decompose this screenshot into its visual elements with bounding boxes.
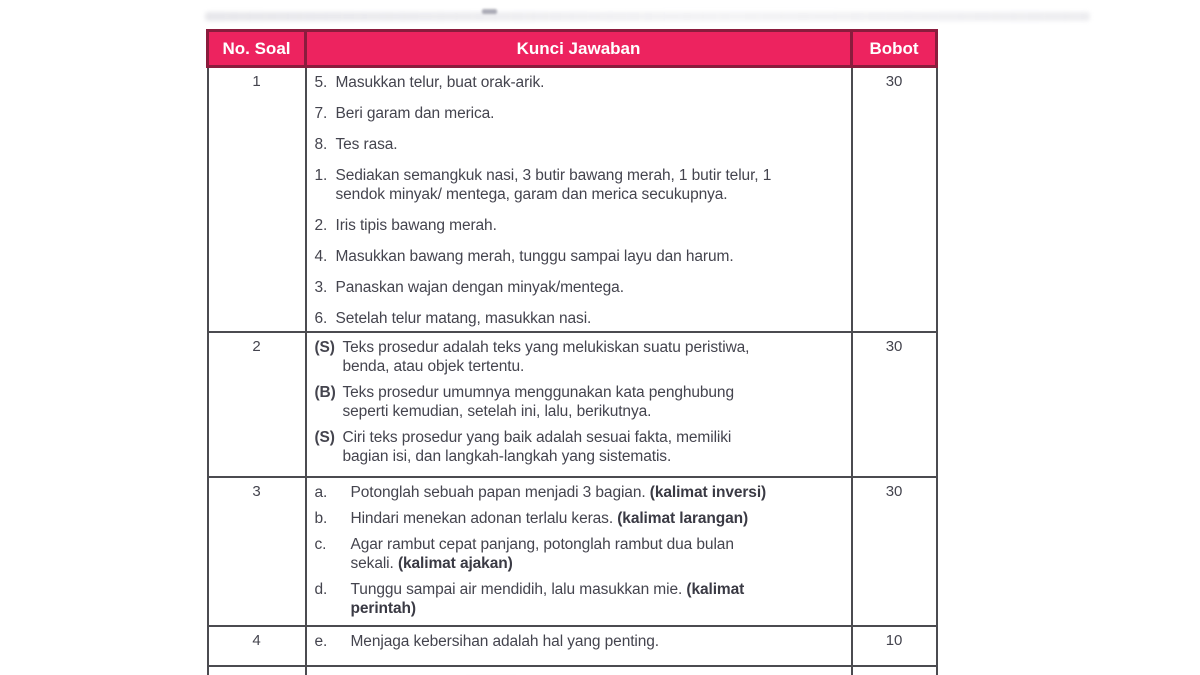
item-letter: b. [314,510,328,527]
item-marker: (B) [314,384,336,401]
question-number: 3 [208,477,306,626]
table-row-question-4 [208,626,937,666]
item-marker: (S) [314,339,335,356]
cropped-text-artifact-top [205,12,1090,21]
weight-value: 10 [852,626,937,666]
item-number: 6. [314,310,328,327]
table-row-question-3 [208,477,937,626]
item-letter: a. [314,484,328,501]
answer-item: c. Agar rambut cepat panjang, potonglah rambut dua bulan sekali. (kalimat ajakan) [314,536,734,572]
answer-item: 4. Masukkan bawang merah, tunggu sampai layu dan harum. [314,248,734,265]
question-number: 2 [208,332,306,477]
weight-value: 30 [852,332,937,477]
answer-item: (S) Teks prosedur adalah teks yang melukiskan suatu peristiwa, benda, atau objek tertentu. [314,339,750,375]
item-letter: e. [314,633,328,650]
table-row-question-1 [208,67,937,333]
question-number: 1 [208,67,306,333]
answer-item: 2. Iris tipis bawang merah. [314,217,497,234]
item-number: 2. [314,217,328,234]
answer-item: 7. Beri garam dan merica. [314,105,495,122]
weight-value: 30 [852,477,937,626]
answer-cell [306,626,852,666]
item-marker: (S) [314,429,335,446]
answer-item: a. Potonglah sebuah papan menjadi 3 bagian. (kalimat inversi) [314,484,767,501]
item-number: 8. [314,136,328,153]
answer-item: 1. Sediakan semangkuk nasi, 3 butir bawang merah, 1 butir telur, 1 sendok minyak/ mentega, garam dan merica secukupnya. [314,167,772,203]
item-number: 4. [314,248,328,265]
item-number: 5. [314,74,328,91]
header-no-soal: No. Soal [208,31,306,67]
answer-cell-partial [306,666,852,675]
answer-item: 6. Setelah telur matang, masukkan nasi. [314,310,592,327]
answer-item: 3. Panaskan wajan dengan minyak/mentega. [314,279,624,296]
item-number: 1. [314,167,328,184]
answer-item: b. Hindari menekan adonan terlalu keras. (kalimat larangan) [314,510,749,527]
answer-cell [306,67,852,333]
question-number: 4 [208,626,306,666]
answer-item: 8. Tes rasa. [314,136,398,153]
cropped-text-artifact-dash [482,9,497,14]
table-row-partial [208,666,937,675]
answer-item: d. Tunggu sampai air mendidih, lalu masukkan mie. (kalimat perintah) [314,581,745,617]
answer-cell [306,332,852,477]
weight-value: 30 [852,67,937,333]
item-number: 7. [314,105,328,122]
header-kunci-jawaban: Kunci Jawaban [306,31,852,67]
answer-item: (B) Teks prosedur umumnya menggunakan kata penghubung seperti kemudian, setelah ini, lalu, berikutnya. [314,384,734,420]
answer-item: 5. Masukkan telur, buat orak-arik. [314,74,545,91]
question-number-empty [208,666,306,675]
item-number: 3. [314,279,328,296]
table-header-row [208,31,937,67]
answer-key-table [206,29,938,675]
item-letter: d. [314,581,328,598]
header-bobot: Bobot [852,31,937,67]
item-letter: c. [314,536,327,553]
answer-cell [306,477,852,626]
table-row-question-2 [208,332,937,477]
answer-item: (S) Ciri teks prosedur yang baik adalah sesuai fakta, memiliki bagian isi, dan langkah-langkah yang sistematis. [314,429,732,465]
weight-value-empty [852,666,937,675]
answer-item: e. Menjaga kebersihan adalah hal yang penting. [314,633,660,650]
